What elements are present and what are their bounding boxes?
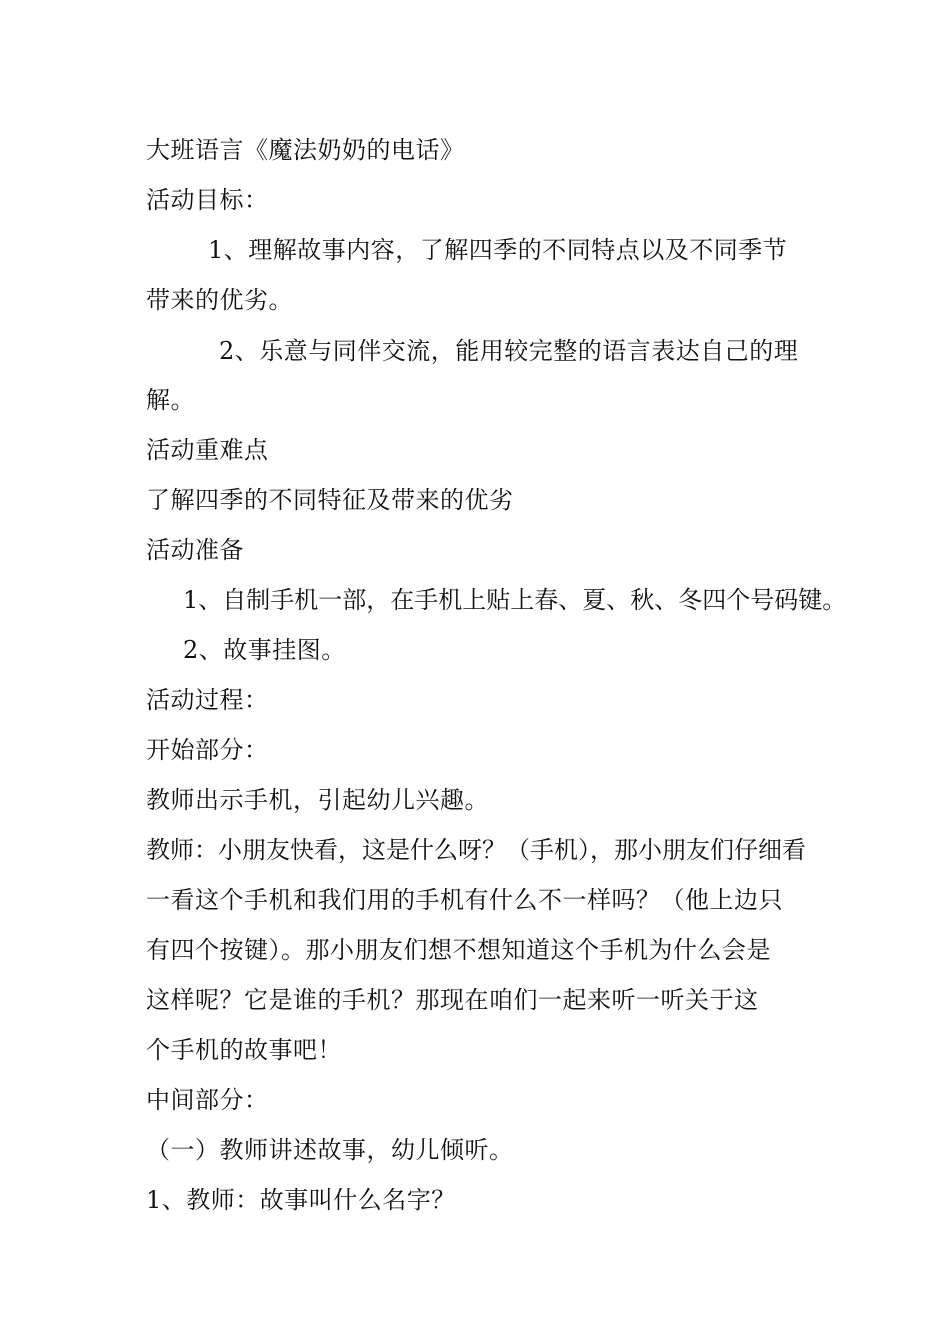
dialog-line-3: 有四个按键）。那小朋友们想不想知道这个手机为什么会是: [146, 936, 771, 964]
prep-heading: 活动准备: [146, 536, 244, 564]
goal-1-line-1: 1、理解故事内容，了解四季的不同特点以及不同季节: [208, 236, 788, 264]
dialog-line-4: 这样呢？它是谁的手机？那现在咱们一起来听一听关于这: [146, 986, 759, 1014]
prep-item-1: 1、自制手机一部，在手机上贴上春、夏、秋、冬四个号码键。: [183, 586, 847, 614]
goals-heading: 活动目标：: [146, 186, 269, 214]
middle-subheading-1: （一）教师讲述故事，幼儿倾听。: [146, 1136, 514, 1164]
document-title: 大班语言《魔法奶奶的电话》: [146, 136, 465, 164]
key-points-heading: 活动重难点: [146, 436, 269, 464]
goal-2-line-2: 解。: [146, 386, 195, 414]
middle-heading: 中间部分：: [146, 1086, 269, 1114]
dialog-line-1: 教师：小朋友快看，这是什么呀？（手机），那小朋友们仔细看: [146, 836, 806, 864]
process-heading: 活动过程：: [146, 686, 269, 714]
middle-question-1: 1、教师：故事叫什么名字？: [146, 1186, 456, 1214]
start-heading: 开始部分：: [146, 736, 269, 764]
key-points-text: 了解四季的不同特征及带来的优劣: [146, 486, 514, 514]
goal-2-line-1: 2、乐意与同伴交流，能用较完整的语言表达自己的理: [219, 337, 799, 365]
prep-item-2: 2、故事挂图。: [183, 636, 346, 664]
start-text: 教师出示手机，引起幼儿兴趣。: [146, 786, 489, 814]
dialog-line-2: 一看这个手机和我们用的手机有什么不一样吗？（他上边只: [146, 886, 783, 914]
dialog-line-5: 个手机的故事吧！: [146, 1036, 342, 1064]
goal-1-line-2: 带来的优劣。: [146, 286, 293, 314]
